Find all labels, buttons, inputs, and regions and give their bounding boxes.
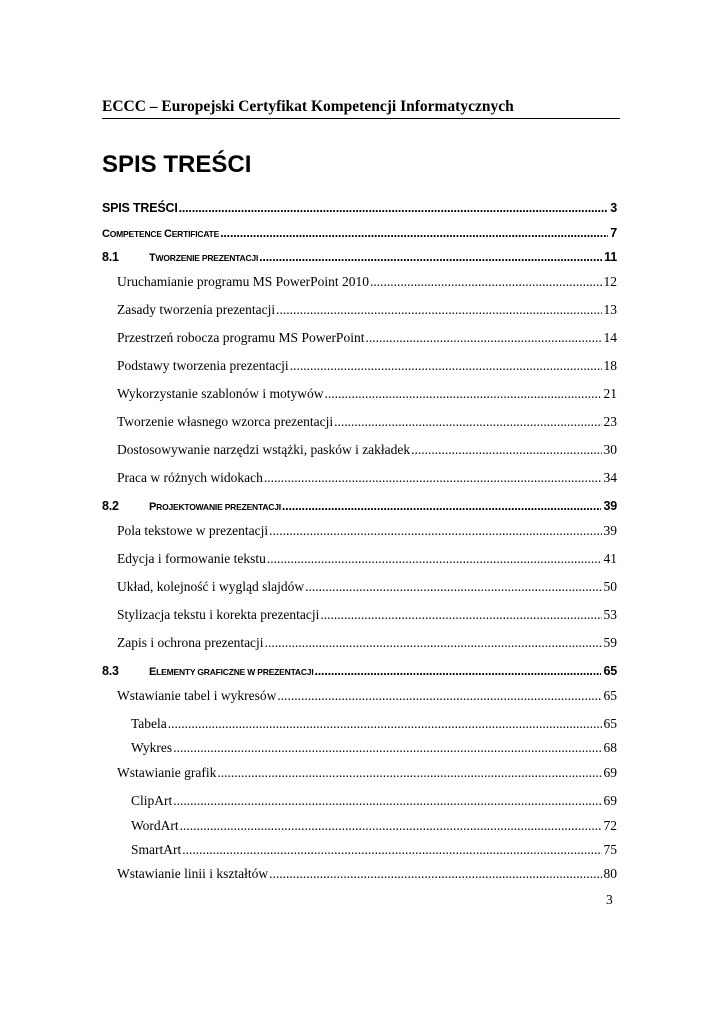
dot-leader [259,250,602,264]
toc-entry-label: Edycja i formowanie tekstu [117,551,266,566]
toc-entry[interactable] [117,358,617,376]
dot-leader [182,842,601,858]
toc-entry-page: 7 [610,226,617,240]
toc-entry-label: Przestrzeń robocza programu MS PowerPoint [117,330,365,345]
document-title: SPIS TREŚCI [102,151,252,178]
dot-leader [265,635,602,651]
toc-entry-label: ClipArt [131,793,173,808]
toc-entry-label: Zapis i ochrona prezentacji [117,635,264,650]
dot-leader [269,523,601,539]
toc-entry-page: 39 [603,499,617,513]
toc-entry-page: 50 [603,579,617,594]
toc-entry[interactable] [131,818,617,836]
toc-entry-page: 65 [603,716,617,731]
toc-chapter-8-3[interactable] [102,664,617,682]
toc-entry-label: Zasady tworzenia prezentacji [117,302,276,317]
toc-entry-page: 30 [603,442,617,457]
toc-entry-label: Tabela [131,716,167,731]
toc-entry-label: Praca w różnych widokach [117,470,263,485]
dot-leader [334,414,601,430]
toc-entry-spis-tresci[interactable] [102,201,617,219]
toc-entry[interactable] [117,765,617,783]
toc-entry-page: 41 [603,551,617,566]
chapter-number: 8.2 [102,499,119,513]
toc-entry-label: Wstawianie tabel i wykresów [117,688,277,703]
toc-entry-page: 11 [604,250,617,264]
chapter-number: 8.1 [102,250,119,264]
toc-entry[interactable] [117,442,617,460]
dot-leader [179,201,609,215]
toc-entry-label: ELEMENTY GRAFICZNE W PREZENTACJI [149,666,314,678]
dot-leader [282,499,602,513]
toc-entry-page: 69 [603,765,617,780]
dot-leader [320,607,601,623]
toc-entry-page: 3 [610,201,617,215]
toc-entry-label: Uruchamianie programu MS PowerPoint 2010 [117,274,369,289]
page-number: 3 [606,892,613,907]
toc-entry-page: 80 [603,866,617,881]
dot-leader [315,664,602,678]
toc-entry-label: WordArt [131,818,179,833]
toc-entry[interactable] [117,866,617,884]
toc-entry-page: 13 [603,302,617,317]
toc-entry[interactable] [117,579,617,597]
toc-entry-page: 12 [603,274,617,289]
toc-entry-competence-certificate[interactable] [102,226,617,244]
toc-entry-label: Stylizacja tekstu i korekta prezentacji [117,607,320,622]
toc-entry-page: 14 [603,330,617,345]
running-header: ECCC – Europejski Certyfikat Kompetencji Informatycznych [102,97,620,119]
toc-entry-page: 72 [603,818,617,833]
dot-leader [305,579,601,595]
toc-entry-page: 34 [603,470,617,485]
toc-entry-page: 21 [603,386,617,401]
toc-entry-page: 23 [603,414,617,429]
toc-entry-label: Wstawianie linii i kształtów [117,866,269,881]
toc-chapter-8-2[interactable] [102,499,617,517]
toc-entry-page: 65 [603,664,617,678]
dot-leader [365,330,601,346]
toc-entry-label: Wstawianie grafik [117,765,217,780]
toc-entry-page: 75 [603,842,617,857]
toc-entry-page: 69 [603,793,617,808]
toc-entry-page: 53 [603,607,617,622]
toc-entry-label: COMPETENCE CERTIFICATE [102,228,220,240]
toc-entry[interactable] [117,386,617,404]
toc-entry[interactable] [117,302,617,320]
toc-entry-page: 68 [603,740,617,755]
toc-entry[interactable] [117,635,617,653]
toc-entry-label: TWORZENIE PREZENTACJI [149,252,259,264]
toc-entry-label: SmartArt [131,842,182,857]
dot-leader [267,551,602,567]
toc-entry[interactable] [117,551,617,569]
toc-chapter-8-1[interactable] [102,250,617,268]
toc-entry-label: Wykres [131,740,173,755]
toc-entry[interactable] [131,716,617,734]
dot-leader [370,274,602,290]
toc-entry-label: SPIS TREŚCI [102,201,178,215]
toc-entry-page: 39 [603,523,617,538]
toc-entry-page: 18 [603,358,617,373]
dot-leader [168,716,602,732]
toc-entry-label: Wykorzystanie szablonów i motywów [117,386,324,401]
toc-entry[interactable] [117,274,617,292]
dot-leader [173,793,601,809]
chapter-number: 8.3 [102,664,119,678]
toc-entry-label: Pola tekstowe w prezentacji [117,523,269,538]
dot-leader [276,302,601,318]
toc-entry-label: Tworzenie własnego wzorca prezentacji [117,414,334,429]
toc-entry[interactable] [117,688,617,706]
dot-leader [220,226,608,240]
toc-entry[interactable] [117,523,617,541]
dot-leader [269,866,601,882]
toc-entry[interactable] [131,740,617,758]
toc-entry[interactable] [131,842,617,860]
toc-entry-page: 65 [603,688,617,703]
dot-leader [264,470,602,486]
toc-entry[interactable] [117,330,617,348]
toc-entry-label: PROJEKTOWANIE PREZENTACJI [149,501,281,513]
dot-leader [217,765,601,781]
dot-leader [325,386,602,402]
toc-entry-page: 59 [603,635,617,650]
toc-entry[interactable] [131,793,617,811]
dot-leader [180,818,602,834]
toc-entry[interactable] [117,607,617,625]
toc-entry-label: Podstawy tworzenia prezentacji [117,358,289,373]
toc-entry-label: Dostosowywanie narzędzi wstążki, pasków i zakładek [117,442,411,457]
dot-leader [173,740,601,756]
dot-leader [290,358,602,374]
dot-leader [277,688,601,704]
dot-leader [411,442,601,458]
toc-entry[interactable] [117,470,617,488]
toc-entry-label: Układ, kolejność i wygląd slajdów [117,579,305,594]
toc-entry[interactable] [117,414,617,432]
